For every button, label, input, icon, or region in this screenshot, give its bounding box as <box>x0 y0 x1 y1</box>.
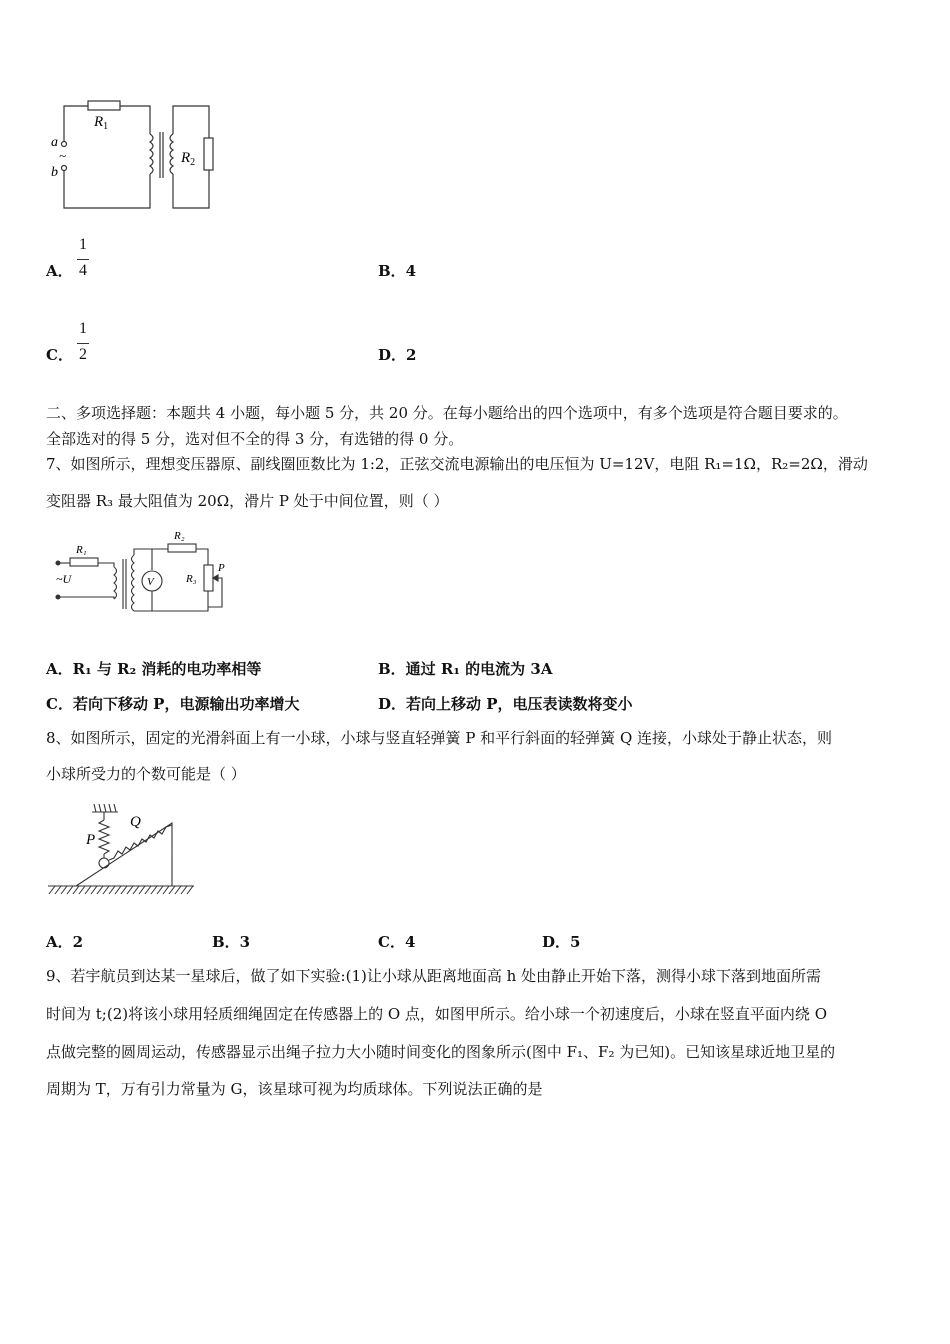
q6-option-c-fraction-bar <box>77 343 89 344</box>
q8-stem-line2: 小球所受力的个数可能是（ ） <box>46 765 246 783</box>
q9-stem-line3: 点做完整的圆周运动，传感器显示出绳子拉力大小随时间变化的图象所示(图中 F₁、F₂ 为已知)。已知该星球近地卫星的 <box>46 1043 836 1061</box>
q7-circuit-diagram <box>46 525 246 617</box>
q6-circuit-diagram <box>46 96 221 216</box>
q7-r3-label: R₃ <box>186 573 197 585</box>
q8-option-c: C．4 <box>378 933 416 951</box>
q9-stem-line1: 9、若宇航员到达某一星球后，做了如下实验:(1)让小球从距离地面高 h 处由静止开始下落，测得小球下落到地面所需 <box>46 967 822 985</box>
q9-stem-line2: 时间为 t;(2)将该小球用轻质细绳固定在传感器上的 O 点，如图甲所示。给小球一个初速度后，小球在竖直平面内绕 O <box>46 1005 828 1023</box>
q7-slider-label: P <box>218 562 225 574</box>
q6-a-label: a <box>51 135 58 150</box>
q6-option-a-denominator: 4 <box>79 262 87 279</box>
q6-option-c-numerator: 1 <box>79 320 87 337</box>
q6-option-c-denominator: 2 <box>79 346 87 363</box>
q7-stem-line1: 7、如图所示，理想变压器原、副线圈匝数比为 1:2，正弦交流电源输出的电压恒为 U=12V，电阻 R₁=1Ω，R₂=2Ω，滑动 <box>46 455 868 473</box>
q6-r2-label: $R_2$ <box>181 150 196 168</box>
q6-option-a-numerator: 1 <box>79 236 87 253</box>
q7-r1-label: R₁ <box>76 544 87 556</box>
q7-source-label: ~U <box>56 572 72 586</box>
q8-incline-diagram <box>46 798 201 902</box>
q6-b-label: b <box>51 165 58 180</box>
q8-spring-p-label: P <box>86 832 96 848</box>
q7-option-c: C．若向下移动 P，电源输出功率增大 <box>46 695 300 713</box>
q7-option-b: B．通过 R₁ 的电流为 3A <box>378 660 553 678</box>
section2-line1: 二、多项选择题：本题共 4 小题，每小题 5 分，共 20 分。在每小题给出的四个选项中，有多个选项是符合题目要求的。 <box>46 404 848 422</box>
q6-option-c-label: C． <box>46 346 73 364</box>
q6-r1-label: $R_1$ <box>94 114 109 132</box>
q6-option-b: B．4 <box>378 262 417 280</box>
q8-spring-q-label: Q <box>130 814 141 830</box>
q9-stem-line4: 周期为 T，万有引力常量为 G，该星球可视为均质球体。下列说法正确的是 <box>46 1080 543 1098</box>
q7-stem-line2: 变阻器 R₃ 最大阻值为 20Ω，滑片 P 处于中间位置，则（ ） <box>46 492 449 510</box>
q6-ac-symbol: ~ <box>59 148 67 163</box>
section2-line2: 全部选对的得 5 分，选对但不全的得 3 分，有选错的得 0 分。 <box>46 430 464 448</box>
q7-option-a: A．R₁ 与 R₂ 消耗的电功率相等 <box>46 660 262 678</box>
q8-option-a: A．2 <box>46 933 84 951</box>
q6-option-a-fraction-bar <box>77 259 89 260</box>
q6-option-a-label: A． <box>46 262 73 280</box>
q8-option-d: D．5 <box>542 933 581 951</box>
q6-option-d: D．2 <box>378 346 417 364</box>
q7-option-d: D．若向上移动 P，电压表读数将变小 <box>378 695 633 713</box>
q8-option-b: B．3 <box>212 933 251 951</box>
q8-stem-line1: 8、如图所示，固定的光滑斜面上有一小球，小球与竖直轻弹簧 P 和平行斜面的轻弹簧 Q 连接，小球处于静止状态，则 <box>46 729 833 747</box>
q7-voltmeter-label: V <box>147 576 154 588</box>
q7-r2-label: R₂ <box>174 530 185 542</box>
